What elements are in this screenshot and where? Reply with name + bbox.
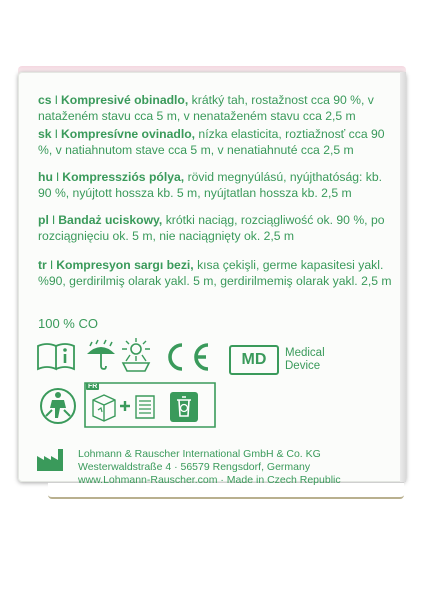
read-instructions-icon <box>36 341 76 371</box>
box-recycle-icon <box>90 392 118 422</box>
separator: I <box>49 258 54 272</box>
product-name: Kompresivé obinadlo, <box>60 93 189 107</box>
medical-device-label: Medical Device <box>285 347 325 372</box>
keep-dry-icon <box>84 338 118 372</box>
entry-hu <box>38 170 398 201</box>
language-code: sk <box>38 127 52 141</box>
product-description: nízka elasticita, roztiažnosť cca 90 %, v natiahnutom stave cca 5 m, v nenatiahnuté cca 2,5 m <box>38 127 385 157</box>
plus-icon <box>119 400 131 412</box>
entry-pl <box>38 213 398 244</box>
product-name: Bandaż uciskowy, <box>58 213 163 227</box>
entry-sk <box>38 127 398 158</box>
manufacturer-address: Westerwaldstraße 4 · 56579 Rengsdorf, Germany <box>78 461 311 473</box>
product-name: Kompressziós pólya, <box>62 170 185 184</box>
product-name: Kompresívne ovinadlo, <box>60 127 196 141</box>
language-code: pl <box>38 213 49 227</box>
language-code: hu <box>38 170 53 184</box>
manufacturer-factory-icon <box>36 446 70 472</box>
medical-device-symbol: MD <box>229 345 279 375</box>
separator: I <box>51 213 56 227</box>
manufacturer-info <box>78 448 341 487</box>
entry-tr <box>38 258 398 289</box>
material-composition: 100 % CO <box>38 316 98 331</box>
language-code: cs <box>38 93 52 107</box>
ce-mark-icon <box>160 341 214 373</box>
fr-badge: FR <box>88 383 98 390</box>
product-description: rövid megnyúlású, nyújthatóság: kb. 90 %, nyújtott hossza kb. 5 m, nyújtatlan hossza kb. 2,5 m <box>38 170 383 200</box>
manufacturer-website: www.Lohmann-Rauscher.com · Made in Czech Republic <box>78 474 341 486</box>
separator: I <box>54 93 58 107</box>
separator: I <box>54 127 58 141</box>
keep-away-from-sunlight-icon <box>118 337 154 373</box>
triman-icon <box>38 386 78 426</box>
entry-cs <box>38 93 398 124</box>
paper-bandage-icon <box>133 392 157 422</box>
bin-icon <box>168 390 200 424</box>
package-side-edge <box>400 72 406 482</box>
separator: I <box>55 170 60 184</box>
manufacturer-name: Lohmann & Rauscher International GmbH & Co. KG <box>78 448 321 460</box>
product-name: Kompresyon sargı bezi, <box>56 258 194 272</box>
product-description: kısa çekişli, germe kapasitesi yakl. %90, gerdirilmiş olarak yakl. 5 m, gerdirilmemiş olarak yakl. 2,5 m <box>38 258 392 288</box>
product-description: krótki naciąg, rozciągliwość ok. 90 %, po rozciągnięciu ok. 5 m, nie naciągnięty ok. 2,5 m <box>38 213 385 243</box>
language-code: tr <box>38 258 47 272</box>
product-description: krátký tah, rostažnost cca 90 %, v nataženém stavu cca 5 m, v nenataženém stavu cca 2,5 m <box>38 93 374 123</box>
